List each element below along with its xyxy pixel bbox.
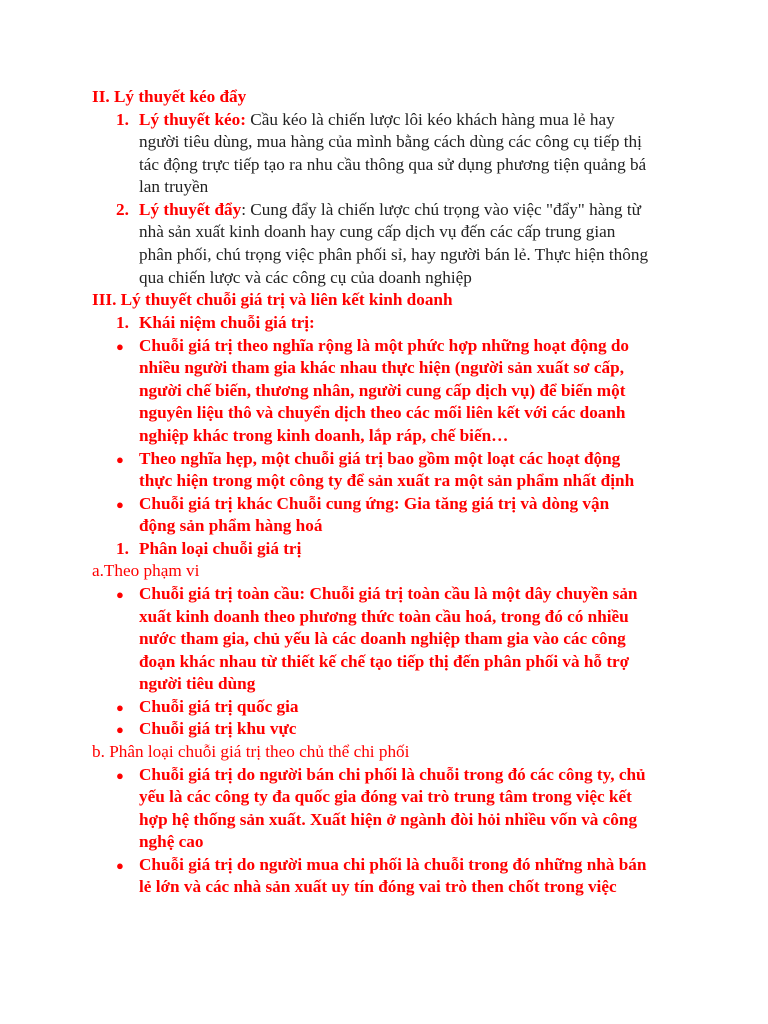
bullet-text: lẻ lớn và các nhà sản xuất uy tín đóng vai trò then chốt trong việc <box>139 877 617 896</box>
list-item-text <box>139 199 641 222</box>
term-label: Lý thuyết đẩy <box>139 200 242 219</box>
bullet-text: Chuỗi giá trị khác Chuỗi cung ứng: Gia tăng giá trị và dòng vận <box>139 494 610 513</box>
section-heading-3: III. Lý thuyết chuỗi giá trị và liên kết kinh doanh <box>92 290 453 309</box>
bullet-text: đoạn khác nhau từ thiết kế chế tạo tiếp thị đến phân phối và hỗ trợ <box>139 652 630 671</box>
definition-text: qua chiến lược và các công cụ của doanh nghiệp <box>139 268 472 287</box>
bullet-icon: ● <box>116 497 124 512</box>
bullet-icon: ● <box>116 587 124 602</box>
item-number: 1. <box>116 313 129 332</box>
bullet-icon: ● <box>116 858 124 873</box>
bullet-text: Chuỗi giá trị do người bán chi phối là chuỗi trong đó các công ty, chủ <box>139 765 646 784</box>
bullet-text: hợp hệ thống sản xuất. Xuất hiện ở ngành đòi hỏi nhiều vốn và công <box>139 810 638 829</box>
subheading-scope: a.Theo phạm vi <box>92 561 200 580</box>
bullet-text: nhiều người tham gia khác nhau thực hiện (người sản xuất sơ cấp, <box>139 358 624 377</box>
bullet-text: nguyên liệu thô và chuyển dịch theo các mối liên kết với các doanh <box>139 403 626 422</box>
item-number: 2. <box>116 200 129 219</box>
bullet-icon: ● <box>116 339 124 354</box>
bullet-text: Chuỗi giá trị quốc gia <box>139 697 299 716</box>
bullet-text: Chuỗi giá trị theo nghĩa rộng là một phức hợp những hoạt động do <box>139 336 630 355</box>
bullet-text: người tiêu dùng <box>139 674 256 693</box>
bullet-text: yếu là các công ty đa quốc gia đóng vai trò trung tâm trong việc kết <box>139 787 632 806</box>
bullet-icon: ● <box>116 700 124 715</box>
definition-text: nhà sản xuất kinh doanh hay cung cấp dịch vụ đến các cấp trung gian <box>139 222 616 241</box>
bullet-text: Chuỗi giá trị do người mua chi phối là chuỗi trong đó những nhà bán <box>139 855 647 874</box>
definition-text: Cầu kéo là chiến lược lôi kéo khách hàng mua lẻ hay <box>245 110 615 129</box>
bullet-text: xuất kinh doanh theo phương thức toàn cầu hoá, trong đó có nhiều <box>139 607 629 626</box>
bullet-text: Theo nghĩa hẹp, một chuỗi giá trị bao gồm một loạt các hoạt động <box>139 449 621 468</box>
section-heading-2: II. Lý thuyết kéo đẩy <box>92 87 247 106</box>
item-number: 1. <box>116 539 129 558</box>
bullet-text: thực hiện trong một công ty để sản xuất ra một sản phẩm nhất định <box>139 471 635 490</box>
list-item-text <box>139 109 615 132</box>
bullet-text: nước tham gia, chủ yếu là các doanh nghiệp tham gia vào các công <box>139 629 626 648</box>
bullet-text: nghiệp khác trong kinh doanh, lắp ráp, chế biến… <box>139 426 509 445</box>
definition-text: tác động trực tiếp tạo ra nhu cầu thông qua sử dụng phương tiện quảng bá <box>139 155 647 174</box>
subheading-classification: Phân loại chuỗi giá trị <box>139 539 302 558</box>
bullet-text: nghệ cao <box>139 832 204 851</box>
bullet-text: người chế biến, thương nhân, người cung cấp dịch vụ) để biến một <box>139 381 626 400</box>
subheading-actor: b. Phân loại chuỗi giá trị theo chủ thể chi phối <box>92 742 410 761</box>
subheading-concept: Khái niệm chuỗi giá trị: <box>139 313 315 332</box>
definition-text: phân phối, chú trọng việc phân phối sỉ, hay người bán lẻ. Thực hiện thông <box>139 245 649 264</box>
term-label: Lý thuyết kéo: <box>139 110 246 129</box>
bullet-icon: ● <box>116 722 124 737</box>
bullet-icon: ● <box>116 452 124 467</box>
definition-text: : Cung đẩy là chiến lược chú trọng vào việc "đẩy" hàng từ <box>241 200 641 219</box>
bullet-icon: ● <box>116 768 124 783</box>
definition-text: lan truyền <box>139 177 209 196</box>
bullet-text: Chuỗi giá trị toàn cầu: Chuỗi giá trị toàn cầu là một dây chuyền sản <box>139 584 638 603</box>
item-number: 1. <box>116 110 129 129</box>
list-item <box>116 109 129 132</box>
list-item <box>116 199 129 222</box>
bullet-text: động sản phẩm hàng hoá <box>139 516 323 535</box>
definition-text: người tiêu dùng, mua hàng của mình bằng cách dùng các công cụ tiếp thị <box>139 132 642 151</box>
bullet-text: Chuỗi giá trị khu vực <box>139 719 297 738</box>
